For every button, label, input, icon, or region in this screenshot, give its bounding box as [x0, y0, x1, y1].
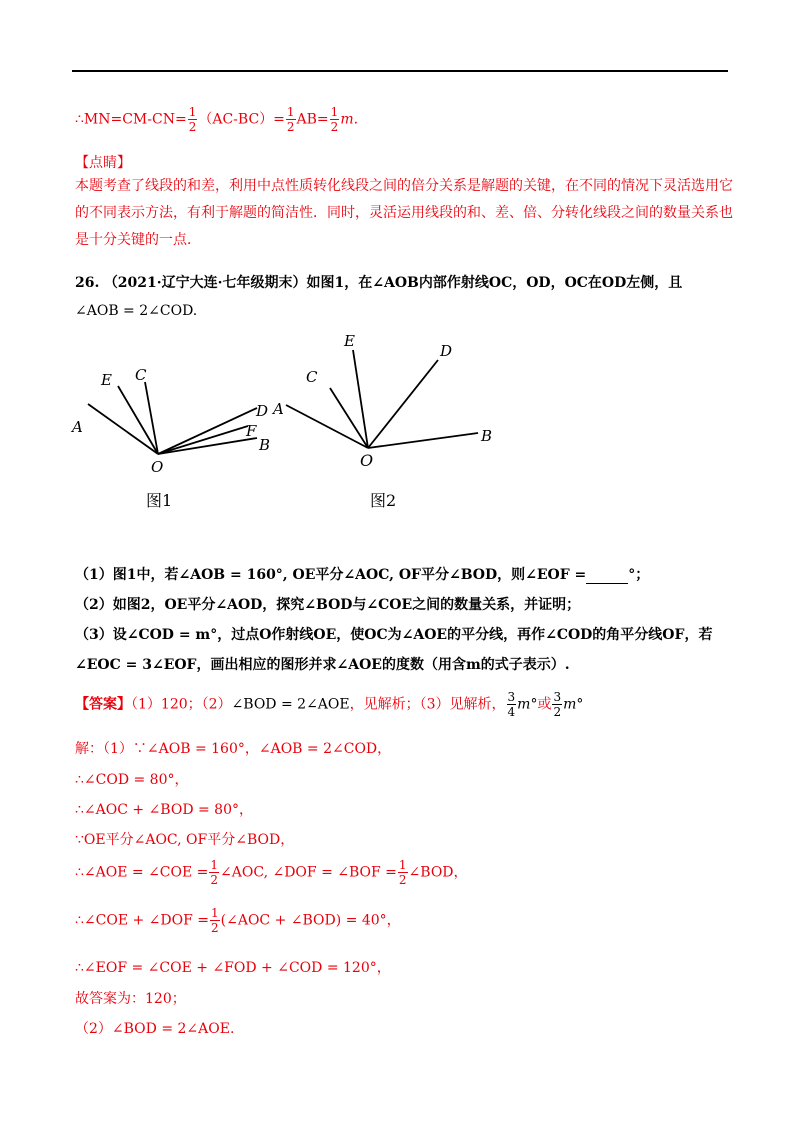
- answer-blank: [586, 569, 628, 584]
- solution-text: ∠BOD，: [408, 864, 468, 881]
- answer-m: m°: [517, 696, 538, 713]
- solution-text: ∴∠AOE = ∠COE =: [75, 864, 209, 881]
- conclusion-text: ∴MN=CM-CN=: [75, 111, 187, 128]
- conclusion-text: AB=: [296, 111, 329, 128]
- ray-oa: [286, 405, 368, 448]
- label-f: F: [246, 422, 257, 440]
- question-3-cont: ∠EOC = 3∠EOF，画出相应的图形并求∠AOE的度数（用含m的式子表示）.: [75, 657, 570, 673]
- problem-stem: [75, 272, 682, 292]
- solution-line-7: ∴∠EOF = ∠COE + ∠FOD + ∠COD = 120°，: [75, 960, 391, 976]
- solution-text: (∠AOC + ∠BOD) = 40°，: [220, 912, 401, 929]
- problem-text: 如图1，在∠AOB内部作射线OC，OD，OC在OD左侧，且: [306, 275, 683, 291]
- fraction: $\frac{1}{2}$: [286, 105, 295, 134]
- solution-text: ∠AOC, ∠DOF = ∠BOF =: [220, 864, 397, 881]
- question-2: （2）如图2，OE平分∠AOD，探究∠BOD与∠COE之间的数量关系，并证明；: [75, 597, 581, 613]
- label-c: C: [135, 366, 147, 384]
- label-o: O: [151, 458, 164, 476]
- label-d: D: [256, 402, 269, 420]
- label-a: A: [72, 418, 83, 436]
- label-c: C: [306, 368, 318, 386]
- fraction: $\frac{1}{2}$: [330, 105, 339, 134]
- question-1-tail: °；: [628, 567, 650, 583]
- answer-or: 或: [537, 696, 552, 713]
- label-a: A: [273, 400, 284, 418]
- answer-line: [75, 690, 583, 719]
- problem-number: 26.: [75, 275, 100, 291]
- fraction: $\frac{3}{4}$: [507, 690, 516, 719]
- solution-line-4: ∵OE平分∠AOC, OF平分∠BOD，: [75, 832, 295, 848]
- answer-text: ，见解析；（3）见解析，: [349, 696, 506, 713]
- label-b: B: [259, 436, 271, 454]
- solution-line-2: ∴∠COD = 80°，: [75, 772, 189, 788]
- fraction: $\frac{1}{2}$: [188, 105, 197, 134]
- solution-line-3: ∴∠AOC + ∠BOD = 80°，: [75, 802, 253, 818]
- figure-1: [88, 382, 257, 454]
- solution-line-1: 解：（1）∵∠AOB = 160°，∠AOB = 2∠COD，: [75, 741, 392, 757]
- ray-oa: [88, 404, 158, 454]
- ray-oe: [353, 350, 368, 448]
- conclusion-line: [75, 105, 358, 134]
- problem-stem-2: ∠AOB = 2∠COD.: [75, 303, 198, 319]
- question-1: [75, 564, 649, 584]
- ray-od: [368, 360, 438, 448]
- fraction: $\frac{3}{2}$: [553, 690, 562, 719]
- solution-line-8: 故答案为：120；: [75, 991, 186, 1007]
- comment-body: 本题考查了线段的和差，利用中点性质转化线段之间的倍分关系是解题的关键，在不同的情况下灵活选用它的不同表示方法，有利于解题的简洁性．同时，灵活运用线段的和、差、倍、分转化线段之间的数量关系也是十分关键的一点．: [75, 178, 733, 248]
- ray-ob: [158, 438, 257, 454]
- answer-equation: ∠BOD = 2∠AOE: [231, 696, 350, 713]
- ray-ob: [368, 433, 478, 448]
- label-d: D: [440, 342, 453, 360]
- conclusion-text: m.: [340, 111, 359, 128]
- fraction: $\frac{1}{2}$: [211, 906, 219, 935]
- figure-2-caption: 图2: [370, 491, 397, 510]
- question-1-text: （1）图1中，若∠AOB = 160°, OE平分∠AOC, OF平分∠BOD，则∠EOF =: [75, 567, 587, 583]
- answer-text: （1）120；（2）: [131, 696, 232, 713]
- solution-line-5: [75, 858, 468, 887]
- figures: [60, 330, 540, 530]
- fraction: $\frac{1}{2}$: [398, 858, 407, 887]
- problem-source: （2021·辽宁大连·七年级期末）: [103, 275, 307, 291]
- question-3: （3）设∠COD = m°，过点O作射线OE，使OC为∠AOE的平分线，再作∠COD的角平分线OF，若: [75, 627, 713, 643]
- label-b: B: [481, 427, 493, 445]
- solution-text: ∴∠COE + ∠DOF =: [75, 912, 210, 929]
- solution-line-9: （2）∠BOD = 2∠AOE.: [75, 1021, 235, 1037]
- ray-of: [158, 426, 248, 454]
- label-e: E: [344, 332, 355, 350]
- answer-tag: 【答案】: [75, 696, 131, 713]
- ray-od: [158, 408, 257, 454]
- figure-2: [286, 350, 478, 448]
- answer-m: m°: [563, 696, 584, 713]
- conclusion-text: （AC-BC）=: [198, 111, 285, 128]
- header-rule: [72, 70, 728, 72]
- label-e: E: [101, 371, 112, 389]
- figure-1-caption: 图1: [146, 491, 173, 510]
- label-o: O: [360, 451, 374, 470]
- solution-line-6: [75, 906, 401, 935]
- fraction: $\frac{1}{2}$: [210, 858, 219, 887]
- comment-heading: 【点睛】: [75, 155, 131, 171]
